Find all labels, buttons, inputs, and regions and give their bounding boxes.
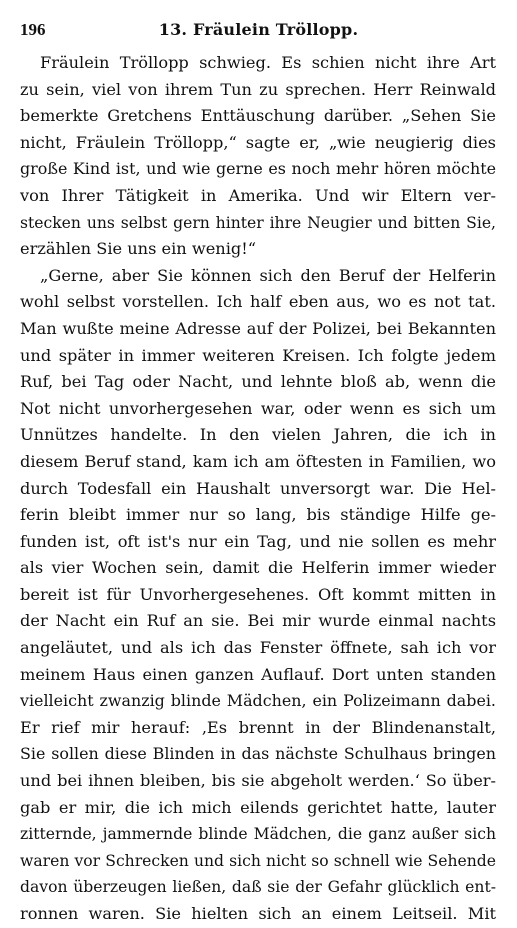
text-line: vielleicht zwanzig blinde Mädchen, ein Polizeimann dabei. [20,691,496,711]
text-line: als vier Wochen sein, damit die Helferin immer wieder [20,558,496,578]
text-line: bereit ist für Unvorhergesehenes. Oft kommt mitten in [20,584,496,604]
text-line: wohl selbst vorstellen. Ich half eben aus, wo es not tat. [20,292,496,312]
text-line: gab er mir, die ich mich eilends gerichtet hatte, lauter [20,797,496,817]
text-line: „Gerne, aber Sie können sich den Beruf der Helferin [40,265,496,285]
text-line: erzählen Sie uns ein wenig!“ [20,239,257,259]
text-line: meinem Haus einen ganzen Auflauf. Dort unten standen [20,664,496,684]
text-line: angeläutet, und als ich das Fenster öffnete, sah ich vor [20,638,496,658]
text-line: große Kind ist, und wie gerne es noch mehr hören möchte [20,159,496,179]
text-line: zitternde, jammernde blinde Mädchen, die ganz außer sich [20,825,496,844]
text-line: Sie sollen diese Blinden in das nächste Schulhaus bringen [20,744,496,764]
text-line: und bei ihnen bleiben, bis sie abgeholt werden.‘ So über- [20,771,496,791]
text-line: funden ist, oft ist's nur ein Tag, und nie sollen es mehr [20,531,496,551]
text-line: Fräulein Tröllopp schwieg. Es schien nicht ihre Art [40,53,496,72]
text-line: diesem Beruf stand, kam ich am öftesten in Familien, wo [20,451,496,471]
text-line: durch Todesfall ein Haushalt unversorgt war. Die Hel- [20,478,496,498]
text-line: nicht, Fräulein Tröllopp,“ sagte er, „wie neugierig dies [20,132,496,152]
text-line: von Ihrer Tätigkeit in Amerika. Und wir Eltern ver- [20,185,496,205]
text-line: stecken uns selbst gern hinter ihre Neugier und bitten Sie, [20,213,496,232]
text-line: ferin bleibt immer nur so lang, bis ständige Hilfe ge- [20,505,496,525]
text-line: und später in immer weiteren Kreisen. Ich folgte jedem [20,345,496,365]
text-line: Ruf, bei Tag oder Nacht, und lehnte bloß ab, wenn die [20,372,496,392]
text-line: Not nicht unvorhergesehen war, oder wenn es sich um [20,398,496,418]
page-number: 196 [20,20,46,39]
chapter-title: 13. Fräulein Tröllopp. [158,20,359,39]
text-line: Unnützes handelte. In den vielen Jahren, die ich in [20,425,496,445]
text-line: bemerkte Gretchens Enttäuschung darüber. „Sehen Sie [20,106,496,126]
text-line: davon überzeugen ließen, daß sie der Gefahr glücklich ent- [20,878,496,897]
text-line: ronnen waren. Sie hielten sich an einem Leitseil. Mit [20,904,496,923]
text-line: Er rief mir herauf: ‚Es brennt in der Blindenanstalt, [20,717,496,737]
text-line: zu sein, viel von ihrem Tun zu sprechen. Herr Reinwald [20,79,496,99]
text-line: Man wußte meine Adresse auf der Polizei, bei Bekannten [20,318,496,338]
body-text [20,50,496,928]
running-head [20,20,497,44]
text-line: waren vor Schrecken und sich nicht so schnell wie Sehende [20,851,496,870]
text-line: der Nacht ein Ruf an sie. Bei mir wurde einmal nachts [20,611,496,631]
